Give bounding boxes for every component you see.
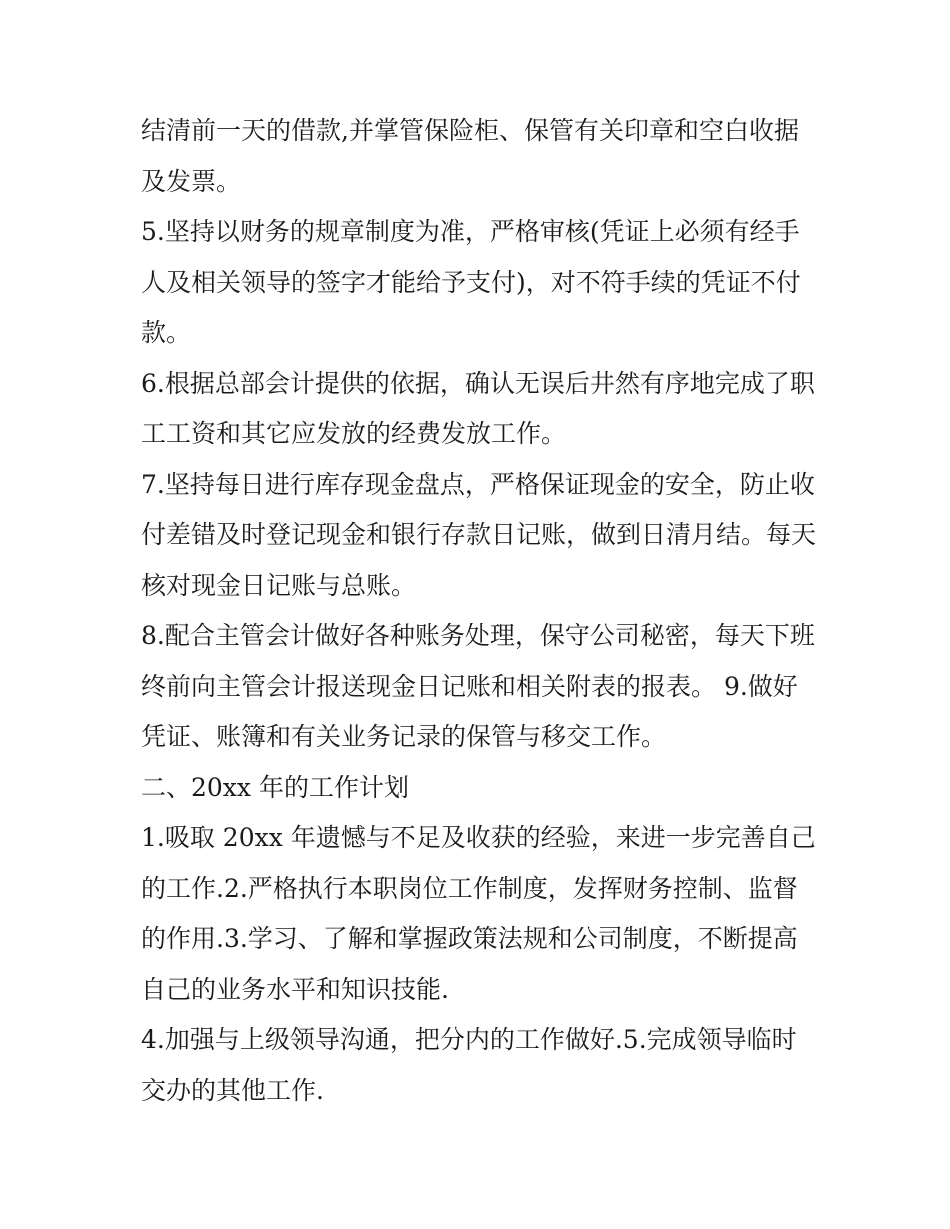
paragraph-duty-6: 6.根据总部会计提供的依据，确认无误后井然有序地完成了职工工资和其它应发放的经费发放工作。	[141, 368, 815, 448]
paragraph-duty-8-9: 8.配合主管会计做好各种账务处理，保守公司秘密，每天下班终前向主管会计报送现金日记账和相关附表的报表。 9.做好凭证、账簿和有关业务记录的保管与移交工作。	[141, 621, 815, 751]
paragraph-plan-4-5: 4.加强与上级领导沟通，把分内的工作做好.5.完成领导临时交办的其他工作.	[141, 1025, 797, 1105]
paragraph-duties-4-continued: 结清前一天的借款,并掌管保险柜、保管有关印章和空白收据及发票。	[141, 116, 799, 196]
paragraph-duty-7: 7.坚持每日进行库存现金盘点，严格保证现金的安全，防止收付差错及时登记现金和银行存款日记账，做到日清月结。每天核对现金日记账与总账。	[141, 469, 817, 600]
document-body	[141, 106, 821, 1116]
paragraph-duty-5: 5.坚持以财务的规章制度为准，严格审核(凭证上必须有经手人及相关领导的签字才能给予支付)，对不符手续的凭证不付款。	[141, 217, 801, 347]
paragraph-plan-1-3: 1.吸取 20xx 年遗憾与不足及收获的经验，来进一步完善自己的工作.2.严格执行本职岗位工作制度，发挥财务控制、监督的作用.3.学习、了解和掌握政策法规和公司制度，不断提高自己的业务水平和知识技能.	[141, 823, 816, 1004]
section-heading-work-plan: 二、20xx 年的工作计划	[141, 772, 409, 802]
